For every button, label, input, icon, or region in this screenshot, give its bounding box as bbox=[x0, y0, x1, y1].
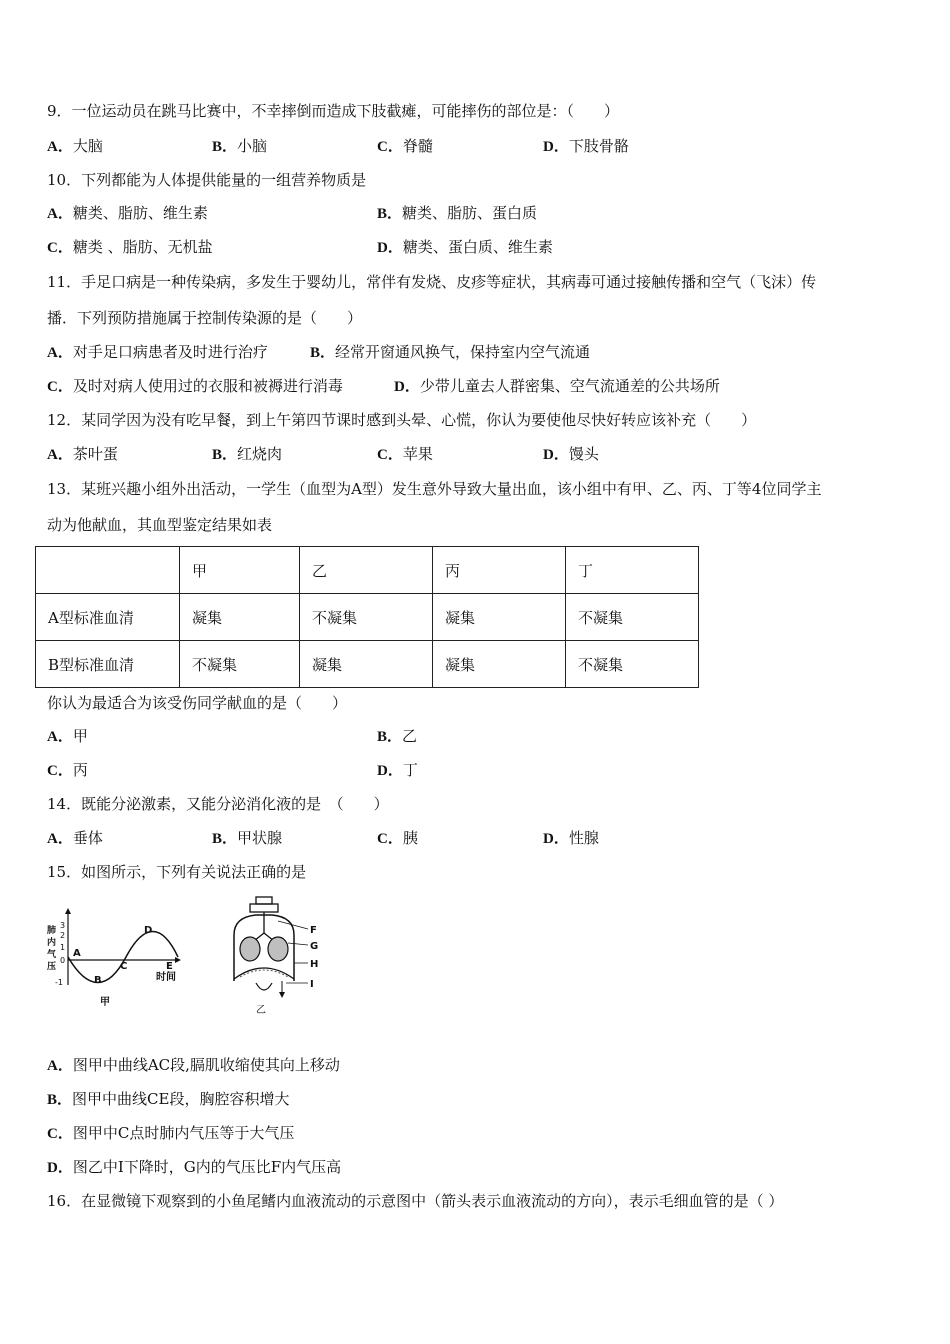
q14-option-a[interactable]: A．垂体 bbox=[47, 829, 103, 847]
q9-option-c[interactable]: C．脊髓 bbox=[377, 137, 433, 155]
q14-stem: 14．既能分泌激素，又能分泌消化液的是 （ ） bbox=[47, 795, 389, 813]
table-cell: 不凝集 bbox=[566, 594, 699, 641]
ylabel-char: 肺 bbox=[47, 926, 57, 936]
q13-option-d[interactable]: D．丁 bbox=[377, 761, 418, 779]
q15-option-d[interactable]: D．图乙中I下降时，G内的气压比F内气压高 bbox=[47, 1158, 342, 1176]
q13-option-b[interactable]: B．乙 bbox=[377, 727, 418, 745]
stopper bbox=[250, 904, 278, 912]
q14-option-c[interactable]: C．胰 bbox=[377, 829, 418, 847]
table-cell: 凝集 bbox=[300, 641, 433, 688]
q13-stem-line1: 13．某班兴趣小组外出活动，一学生（血型为A型）发生意外导致大量出血，该小组中有甲、乙、丙、丁等4位同学主 bbox=[47, 480, 822, 498]
q9-stem: 9．一位运动员在跳马比赛中，不幸摔倒而造成下肢截瘫，可能摔伤的部位是：（ ） bbox=[47, 102, 620, 120]
table-row bbox=[36, 641, 699, 688]
q10-stem: 10．下列都能为人体提供能量的一组营养物质是 bbox=[47, 171, 367, 189]
label-h: H bbox=[310, 959, 319, 970]
q14-option-b[interactable]: B．甲状腺 bbox=[212, 829, 283, 847]
q15-option-a[interactable]: A．图甲中曲线AC段,膈肌收缩使其向上移动 bbox=[47, 1056, 340, 1074]
point-label-a: A bbox=[73, 948, 81, 959]
table-header-row bbox=[36, 547, 699, 594]
pull-string bbox=[256, 983, 272, 990]
table-cell: 不凝集 bbox=[566, 641, 699, 688]
point-label-e: E bbox=[166, 961, 173, 972]
label-f: F bbox=[310, 925, 317, 936]
q9-option-d[interactable]: D．下肢骨骼 bbox=[543, 137, 629, 155]
table-cell: 不凝集 bbox=[180, 641, 300, 688]
table-cell: 凝集 bbox=[433, 641, 566, 688]
label-g: G bbox=[310, 941, 319, 952]
leader-g bbox=[288, 943, 308, 945]
q13-option-c[interactable]: C．丙 bbox=[47, 761, 88, 779]
x-axis-arrow bbox=[175, 957, 181, 963]
ytick-label: 2 bbox=[60, 931, 66, 940]
q12-stem: 12．某同学因为没有吃早餐，到上午第四节课时感到头晕、心慌，你认为要使他尽快好转应该补充（ ） bbox=[47, 411, 757, 429]
q15-option-b[interactable]: B．图甲中曲线CE段，胸腔容积增大 bbox=[47, 1090, 290, 1108]
q13-question: 你认为最适合为该受伤同学献血的是（ ） bbox=[47, 694, 348, 712]
y-axis-arrow bbox=[65, 908, 71, 914]
pull-arrowhead bbox=[279, 992, 285, 998]
table-cell: 丙 bbox=[433, 547, 566, 594]
q12-option-d[interactable]: D．馒头 bbox=[543, 445, 599, 463]
table-cell: 凝集 bbox=[433, 594, 566, 641]
label-i: I bbox=[310, 979, 314, 990]
q15-option-c[interactable]: C．图甲中C点时肺内气压等于大气压 bbox=[47, 1124, 295, 1142]
ylabel-char: 内 bbox=[47, 938, 57, 948]
q10-option-a[interactable]: A．糖类、脂肪、维生素 bbox=[47, 204, 208, 222]
table-cell: 甲 bbox=[180, 547, 300, 594]
q10-option-c[interactable]: C．糖类 、脂肪、无机盐 bbox=[47, 238, 213, 256]
ylabel-char: 压 bbox=[47, 962, 57, 972]
figure-jia-pressure-graph bbox=[44, 905, 194, 1010]
table-cell: 乙 bbox=[300, 547, 433, 594]
q11-option-b[interactable]: B．经常开窗通风换气，保持室内空气流通 bbox=[310, 343, 591, 361]
q10-option-d[interactable]: D．糖类、蛋白质、维生素 bbox=[377, 238, 553, 256]
balloon-right bbox=[268, 937, 288, 961]
q13-stem-line2: 动为他献血，其血型鉴定结果如表 bbox=[47, 516, 273, 534]
table-cell: 凝集 bbox=[180, 594, 300, 641]
q11-option-d[interactable]: D．少带儿童去人群密集、空气流通差的公共场所 bbox=[394, 377, 720, 395]
stopper-top bbox=[256, 897, 272, 904]
table-cell: A型标准血清 bbox=[36, 594, 180, 641]
q14-option-d[interactable]: D．性腺 bbox=[543, 829, 599, 847]
q12-option-a[interactable]: A．茶叶蛋 bbox=[47, 445, 118, 463]
point-label-c: C bbox=[120, 961, 128, 972]
table-cell: 不凝集 bbox=[300, 594, 433, 641]
point-label-b: B bbox=[94, 975, 102, 986]
table-cell: 丁 bbox=[566, 547, 699, 594]
blood-type-table bbox=[35, 546, 699, 688]
point-label-d: D bbox=[144, 925, 153, 936]
q9-option-a[interactable]: A．大脑 bbox=[47, 137, 103, 155]
q13-option-a[interactable]: A．甲 bbox=[47, 727, 88, 745]
table-cell: B型标准血清 bbox=[36, 641, 180, 688]
q12-option-b[interactable]: B．红烧肉 bbox=[212, 445, 283, 463]
q11-option-c[interactable]: C．及时对病人使用过的衣服和被褥进行消毒 bbox=[47, 377, 343, 395]
ytick-label: 0 bbox=[60, 956, 66, 965]
ylabel-char: 气 bbox=[47, 950, 57, 960]
q11-option-a[interactable]: A．对手足口病患者及时进行治疗 bbox=[47, 343, 268, 361]
figure-caption-jia: 甲 bbox=[100, 997, 110, 1008]
ytick-label: 1 bbox=[60, 943, 66, 952]
q11-stem-line2: 播．下列预防措施属于控制传染源的是（ ） bbox=[47, 309, 363, 327]
table-cell bbox=[36, 547, 180, 594]
figure-yi-bell-jar-model bbox=[220, 893, 330, 1018]
q12-option-c[interactable]: C．苹果 bbox=[377, 445, 433, 463]
q11-stem-line1: 11．手足口病是一种传染病，多发生于婴幼儿，常伴有发烧、皮疹等症状，其病毒可通过接触传播和空气（飞沫）传 bbox=[47, 273, 817, 291]
q15-stem: 15．如图所示，下列有关说法正确的是 bbox=[47, 863, 307, 881]
x-axis-label: 时间 bbox=[156, 972, 176, 983]
ytick-label: 3 bbox=[60, 921, 66, 930]
figure-caption-yi: 乙 bbox=[256, 1005, 266, 1016]
q9-option-b[interactable]: B．小脑 bbox=[212, 137, 268, 155]
balloon-left bbox=[240, 937, 260, 961]
ytick-label: -1 bbox=[55, 978, 63, 987]
table-row bbox=[36, 594, 699, 641]
q16-stem: 16．在显微镜下观察到的小鱼尾鳍内血液流动的示意图中（箭头表示血液流动的方向），表示毛细血管的是（ ） bbox=[47, 1192, 784, 1210]
q10-option-b[interactable]: B．糖类、脂肪、蛋白质 bbox=[377, 204, 538, 222]
